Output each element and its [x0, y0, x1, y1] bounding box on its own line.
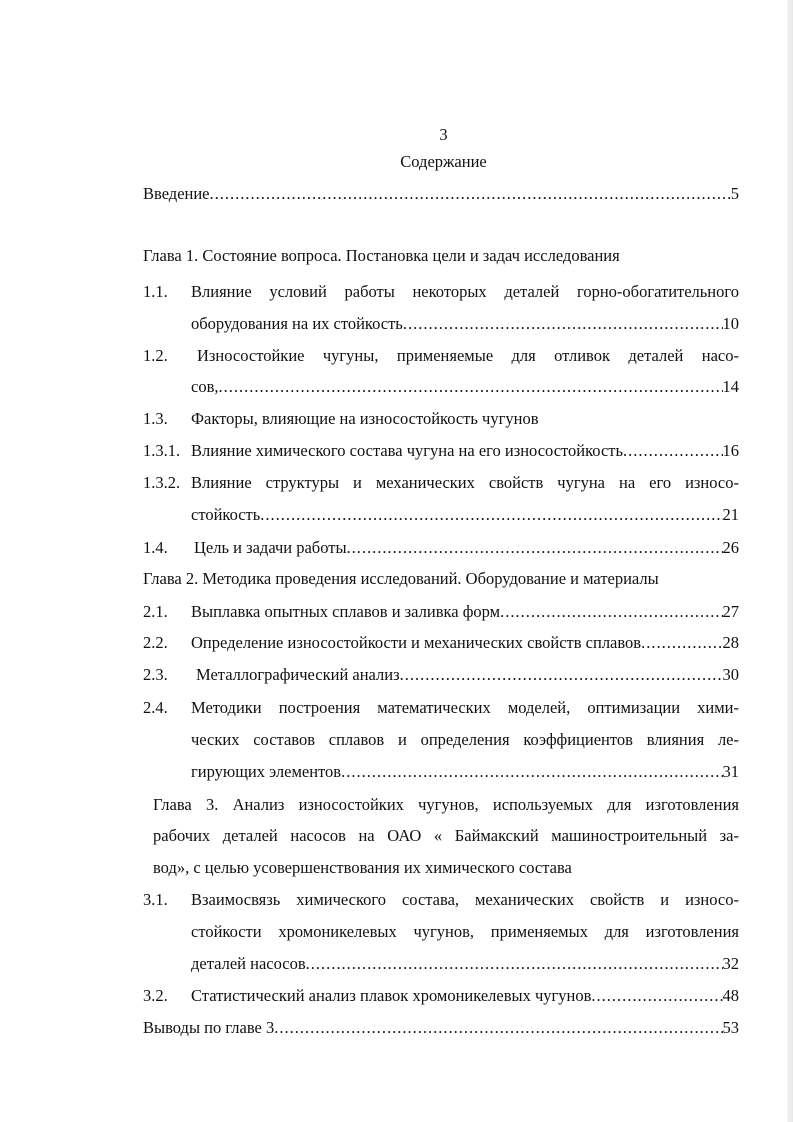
toc-page-number: 48 — [722, 986, 739, 1005]
leader-dots — [274, 1017, 722, 1039]
toc-entry-title: оборудования на их стойкость — [191, 314, 403, 333]
toc-entry-title: Влияние химического состава чугуна на его износостойкость — [191, 441, 623, 460]
toc-entry-title: Введение — [143, 184, 210, 203]
toc-entry-2-4-line1: Методики построения математических моделей, оптимизации хими- — [191, 698, 739, 717]
toc-entry-1-1-line1: Влияние условий работы некоторых деталей горно-обогатительного — [191, 282, 739, 301]
scan-edge-shadow — [787, 0, 793, 1122]
toc-page-number: 28 — [722, 633, 739, 652]
toc-entry-1-3-2-line1: Влияние структуры и механических свойств чугуна на его износо- — [191, 473, 739, 492]
toc-entry-3-1 — [191, 953, 739, 975]
toc-section-number: 2.4. — [143, 698, 168, 717]
toc-entry-title: Статистический анализ плавок хромоникелевых чугунов — [191, 986, 592, 1005]
toc-entry-1-3-1 — [191, 440, 739, 462]
toc-page-number: 31 — [722, 762, 739, 781]
toc-section-number: 2.1. — [143, 602, 168, 621]
toc-heading: Содержание — [400, 152, 487, 171]
toc-chapter-2: Глава 2. Методика проведения исследований. Оборудование и материалы — [143, 569, 659, 588]
toc-entry-3-1-line2: стойкости хромоникелевых чугунов, применяемых для изготовления — [191, 922, 739, 941]
toc-section-number: 3.1. — [143, 890, 168, 909]
toc-section-number: 1.1. — [143, 282, 168, 301]
toc-entry-2-4-line2: ческих составов сплавов и определения коэффициентов влияния ле- — [191, 730, 739, 749]
toc-entry-title: гирующих элементов — [191, 762, 342, 781]
toc-page-number: 53 — [722, 1018, 739, 1037]
toc-entry-1-4 — [194, 537, 739, 559]
toc-entry-2-1 — [191, 601, 739, 623]
leader-dots — [219, 376, 723, 398]
toc-entry-title: Определение износостойкости и механических свойств сплавов — [191, 633, 642, 652]
leader-dots — [260, 504, 722, 526]
toc-entry-title: стойкость — [191, 505, 261, 524]
toc-entry-1-2 — [191, 376, 739, 398]
toc-section-number: 1.3.2. — [143, 473, 181, 492]
toc-section-number: 1.3. — [143, 409, 168, 428]
toc-entry-1-1 — [191, 313, 739, 335]
leader-dots — [403, 313, 723, 335]
leader-dots — [623, 440, 723, 462]
toc-page-number: 32 — [722, 954, 739, 973]
page-number: 3 — [439, 125, 448, 144]
leader-dots — [306, 953, 723, 975]
toc-entry-intro — [143, 183, 739, 205]
leader-dots — [400, 664, 723, 686]
toc-page-number: 26 — [722, 538, 739, 557]
toc-page-number: 10 — [722, 314, 739, 333]
toc-chapter-3-line1: Глава 3. Анализ износостойких чугунов, используемых для изготовления — [153, 795, 739, 814]
toc-page-number: 21 — [722, 505, 739, 524]
toc-page-number: 5 — [730, 184, 739, 203]
toc-entry-title: Выплавка опытных сплавов и заливка форм — [191, 602, 501, 621]
leader-dots — [347, 537, 723, 559]
toc-page-number: 16 — [722, 441, 739, 460]
toc-entry-2-3 — [196, 664, 739, 686]
toc-entry-2-2 — [191, 632, 739, 654]
toc-entry-3-2 — [191, 985, 739, 1007]
leader-dots — [641, 632, 722, 654]
toc-chapter-3-line2: рабочих деталей насосов на ОАО « Баймакский машиностроительный за- — [153, 826, 739, 845]
toc-section-number: 2.2. — [143, 633, 168, 652]
toc-page-number: 27 — [722, 602, 739, 621]
toc-entry-1-2-line1: Износостойкие чугуны, применяемые для отливок деталей насо- — [197, 346, 739, 365]
toc-entry-3-1-line1: Взаимосвязь химического состава, механических свойств и износо- — [191, 890, 739, 909]
toc-section-number: 2.3. — [143, 665, 168, 684]
toc-entry-conclusions-3 — [143, 1017, 739, 1039]
toc-page-number: 14 — [722, 377, 739, 396]
toc-entry-1-3: Факторы, влияющие на износостойкость чугунов — [191, 409, 539, 428]
toc-entry-title: Выводы по главе 3 — [143, 1018, 275, 1037]
leader-dots — [341, 761, 722, 783]
toc-chapter-3-line3: вод», с целью усовершенствования их химического состава — [153, 858, 572, 877]
toc-section-number: 1.4. — [143, 538, 168, 557]
toc-entry-2-4 — [191, 761, 739, 783]
toc-entry-title: Цель и задачи работы — [194, 538, 347, 557]
toc-page-number: 30 — [722, 665, 739, 684]
leader-dots — [210, 183, 731, 205]
leader-dots — [591, 985, 722, 1007]
toc-section-number: 1.2. — [143, 346, 168, 365]
toc-section-number: 3.2. — [143, 986, 168, 1005]
toc-entry-1-3-2 — [191, 504, 739, 526]
toc-entry-title: Металлографический анализ — [196, 665, 400, 684]
toc-entry-title: деталей насосов — [191, 954, 306, 973]
toc-entry-title: сов, — [191, 377, 219, 396]
leader-dots — [500, 601, 722, 623]
toc-section-number: 1.3.1. — [143, 441, 181, 460]
toc-chapter-1: Глава 1. Состояние вопроса. Постановка цели и задач исследования — [143, 246, 620, 265]
